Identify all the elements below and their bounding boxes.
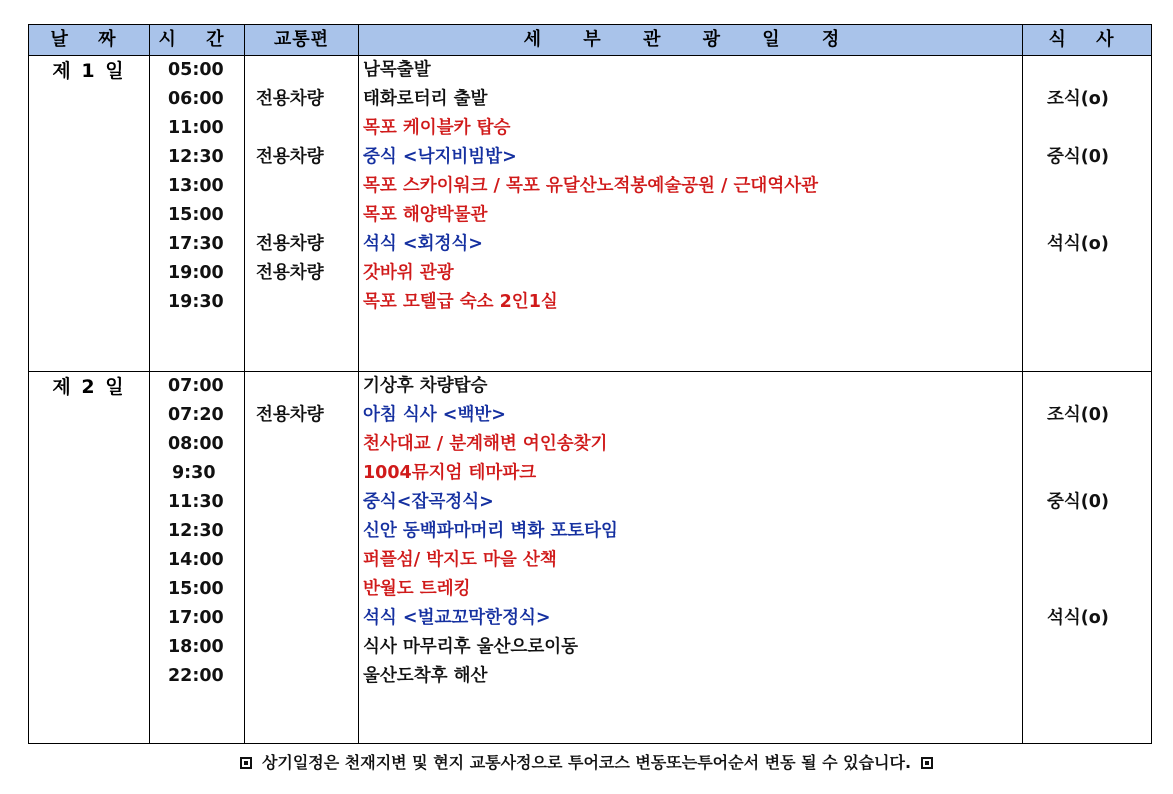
schedule-meal: 석식(o) [1047,608,1109,628]
itinerary-table [28,24,1152,744]
schedule-transport: 전용차량 [256,147,324,167]
schedule-transport [245,172,358,201]
schedule-meal: 조식(o) [1047,89,1109,109]
schedule-time: 11:30 [168,492,224,512]
schedule-meal [1023,430,1151,459]
schedule-transport [245,56,358,85]
schedule-meal [1023,172,1151,201]
schedule-transport [245,662,358,691]
schedule-transport: 전용차량 [256,234,324,254]
schedule-meal [1023,56,1151,85]
schedule-time: 15:00 [168,205,224,225]
schedule-meal: 석식(o) [1047,234,1109,254]
schedule-meal [1023,114,1151,143]
schedule-meal [1023,372,1151,401]
schedule-transport [245,604,358,633]
schedule-transport [245,372,358,401]
schedule-transport [245,430,358,459]
time-column [150,372,245,744]
day-row [29,56,1152,372]
schedule-time: 14:00 [168,550,224,570]
schedule-time: 05:00 [168,60,224,80]
schedule-detail: 목포 모텔급 숙소 2인1실 [363,292,558,312]
transport-column [245,56,359,372]
day-row [29,372,1152,744]
schedule-detail: 반월도 트레킹 [363,579,471,599]
header-detail: 세 부 관 광 일 정 [359,25,1023,56]
detail-column [359,56,1023,372]
schedule-detail: 중식 <낙지비빔밥> [363,147,517,167]
schedule-detail: 목포 케이블카 탑승 [363,118,511,138]
schedule-meal: 조식(0) [1047,405,1109,425]
header-transport: 교통편 [245,25,359,56]
notice-footer [0,750,1173,773]
schedule-detail: 중식<잡곡정식> [363,492,494,512]
schedule-meal [1023,662,1151,691]
schedule-time: 07:00 [168,376,224,396]
schedule-transport [245,575,358,604]
schedule-detail: 갓바위 관광 [363,263,454,283]
schedule-time: 22:00 [168,666,224,686]
square-bullet-icon [240,757,252,769]
schedule-detail: 석식 <벌교꼬막한정식> [363,608,551,628]
schedule-time: 17:30 [168,234,224,254]
schedule-time: 11:00 [168,118,224,138]
schedule-time: 15:00 [168,579,224,599]
schedule-detail: 천사대교 / 분계해변 여인송찾기 [363,434,608,454]
schedule-time: 17:00 [168,608,224,628]
schedule-transport [245,488,358,517]
schedule-transport: 전용차량 [256,263,324,283]
schedule-meal [1023,633,1151,662]
schedule-time: 07:20 [168,405,224,425]
schedule-detail: 식사 마무리후 울산으로이동 [363,637,579,657]
schedule-detail: 목포 해양박물관 [363,205,488,225]
schedule-meal [1023,201,1151,230]
schedule-meal [1023,459,1151,488]
schedule-meal: 중식(0) [1047,147,1109,167]
schedule-time: 18:00 [168,637,224,657]
meal-column [1023,372,1152,744]
detail-column [359,372,1023,744]
schedule-meal [1023,575,1151,604]
header-date: 날 짜 [29,25,150,56]
schedule-detail: 석식 <회정식> [363,234,483,254]
schedule-transport [245,459,358,488]
schedule-time: 19:00 [168,263,224,283]
schedule-detail: 신안 동백파마머리 벽화 포토타임 [363,521,618,541]
schedule-time: 08:00 [168,434,224,454]
schedule-detail: 태화로터리 출발 [363,89,488,109]
time-column [150,56,245,372]
schedule-time: 12:30 [168,147,224,167]
schedule-transport [245,201,358,230]
schedule-time: 06:00 [168,89,224,109]
schedule-transport: 전용차량 [256,405,324,425]
day-label: 제 2 일 [29,372,150,744]
schedule-transport [245,114,358,143]
header-time: 시 간 [150,25,245,56]
schedule-detail: 기상후 차량탑승 [363,376,488,396]
schedule-time: 19:30 [168,292,224,312]
schedule-transport [245,546,358,575]
schedule-meal: 중식(0) [1047,492,1109,512]
square-bullet-icon [921,757,933,769]
schedule-time: 9:30 [172,463,216,483]
schedule-meal [1023,546,1151,575]
transport-column [245,372,359,744]
schedule-transport: 전용차량 [256,89,324,109]
schedule-detail: 1004뮤지엄 테마파크 [363,463,537,483]
schedule-time: 12:30 [168,521,224,541]
schedule-detail: 울산도착후 해산 [363,666,488,686]
notice-text: 상기일정은 천재지변 및 현지 교통사정으로 투어코스 변동또는투어순서 변동 될 수 있습니다. [261,753,912,772]
header-meal: 식 사 [1023,25,1152,56]
schedule-detail: 퍼플섬/ 박지도 마을 산책 [363,550,557,570]
schedule-time: 13:00 [168,176,224,196]
schedule-transport [245,288,358,317]
meal-column [1023,56,1152,372]
schedule-detail: 아침 식사 <백반> [363,405,506,425]
schedule-meal [1023,517,1151,546]
schedule-meal [1023,259,1151,288]
schedule-detail: 목포 스카이워크 / 목포 유달산노적봉예술공원 / 근대역사관 [363,176,819,196]
schedule-transport [245,633,358,662]
schedule-meal [1023,288,1151,317]
schedule-detail: 남목출발 [363,60,431,80]
schedule-transport [245,517,358,546]
day-label: 제 1 일 [29,56,150,372]
header-row [29,25,1152,56]
